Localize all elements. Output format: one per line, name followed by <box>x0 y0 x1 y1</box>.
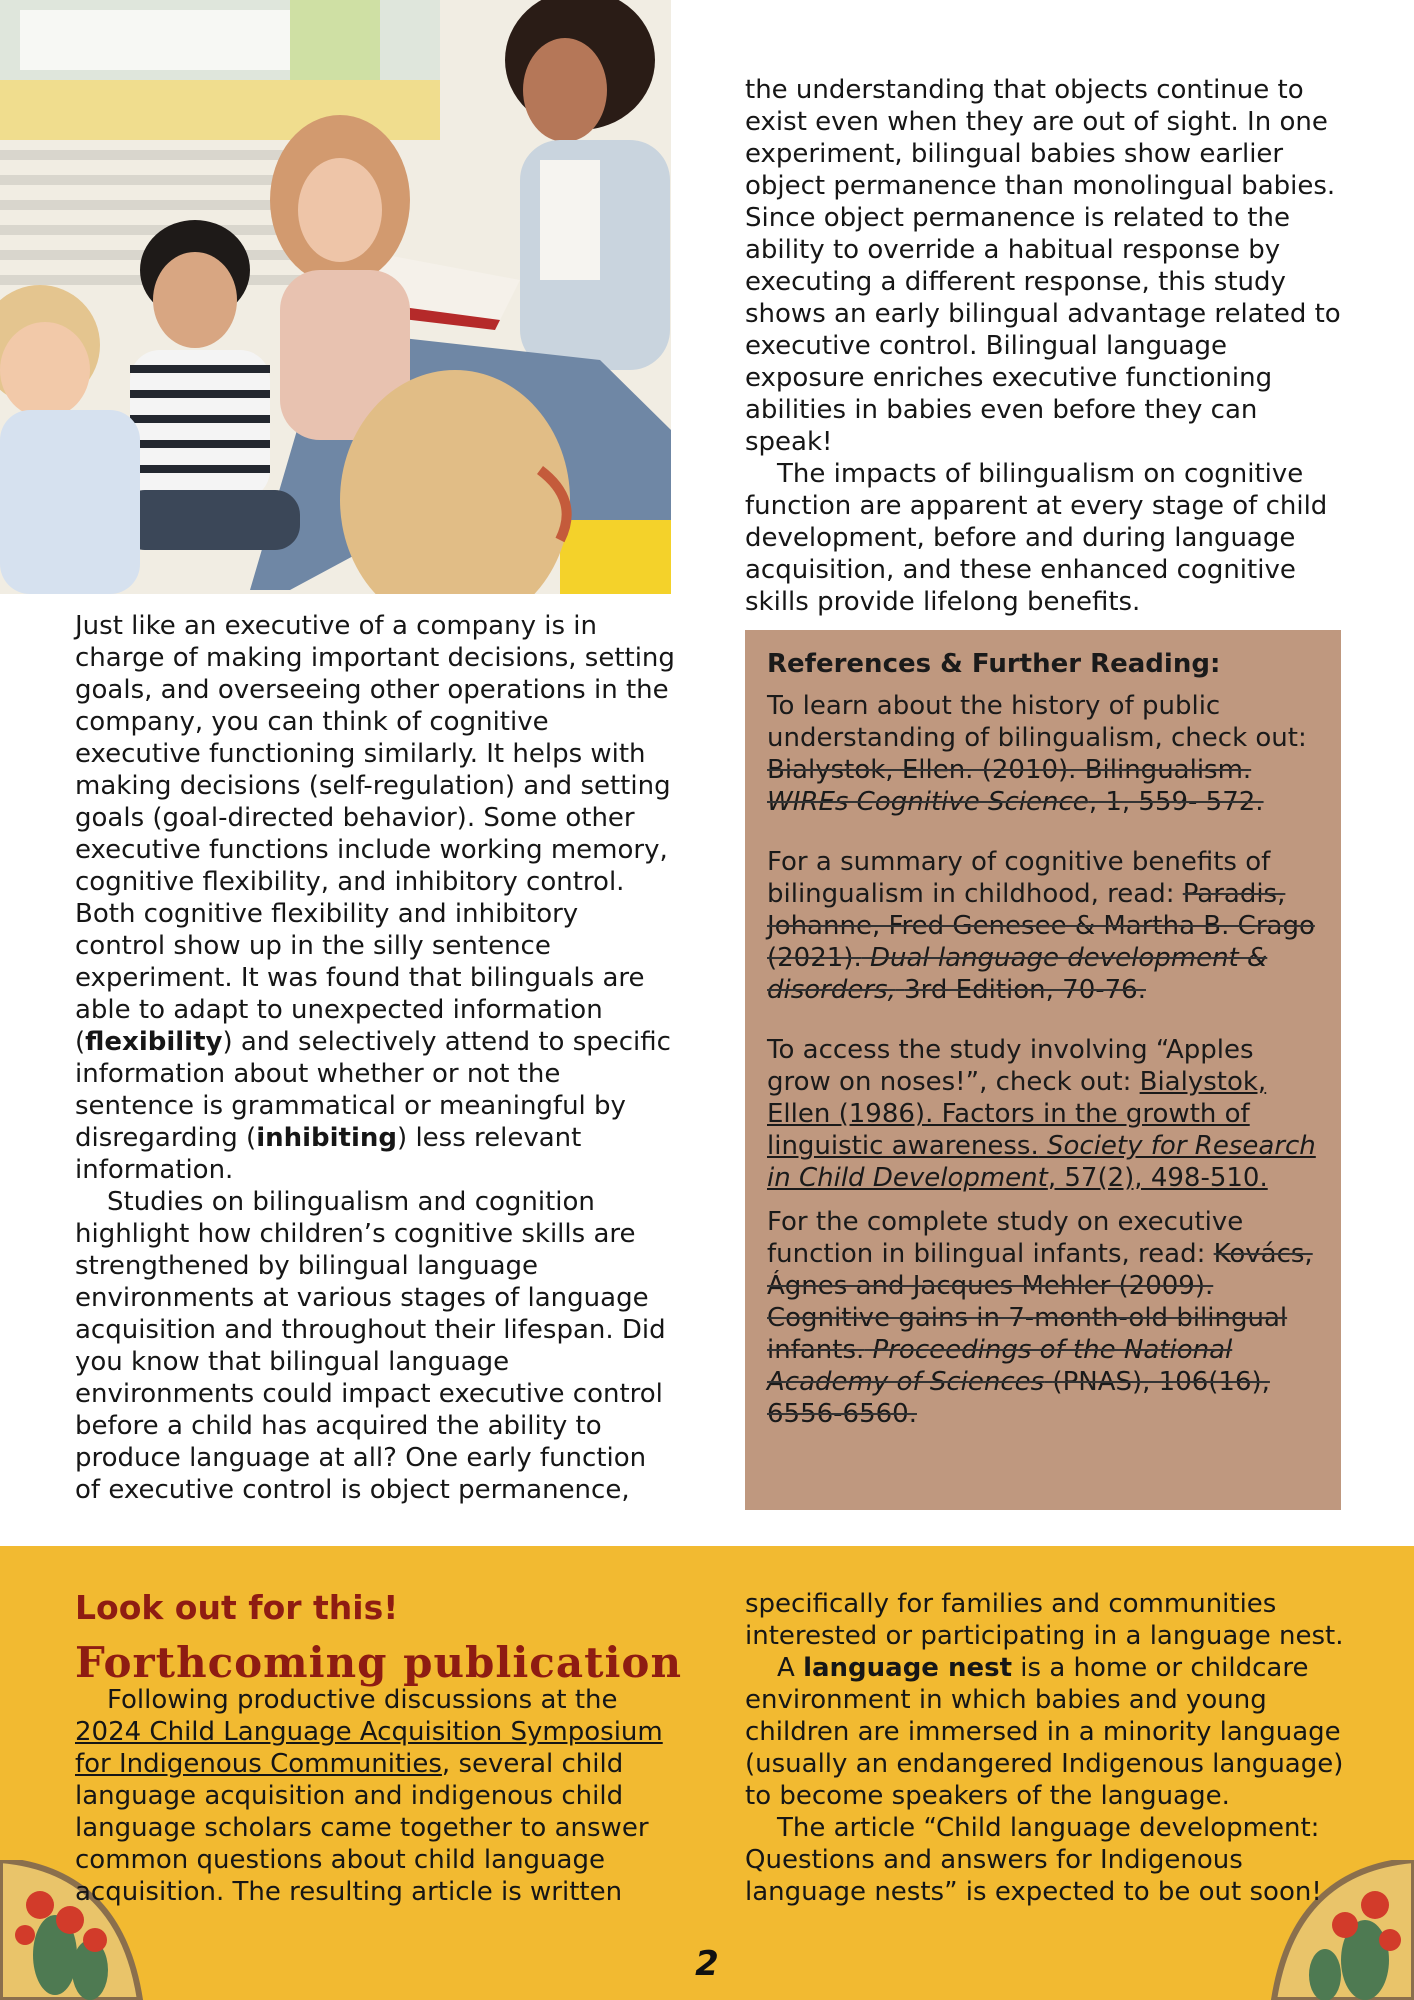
symposium-link[interactable]: 2024 Child Language Acquisition Symposium for Indigenous Communities <box>75 1717 663 1779</box>
references-heading: References & Further Reading: <box>767 649 1221 679</box>
impacts-paragraph: The impacts of bilingualism on cognitive function are apparent at every stage of child development, before and during language acquisition, and these enhanced cognitive skills provide lifelong benefits. <box>745 459 1328 617</box>
language-nest-term: language nest <box>803 1653 1013 1683</box>
reference-3: To access the study involving “Apples grow on noses!”, check out: Bialystok, Ellen (1986). Factors in the growth of linguistic awareness. Society for Research in Child Development, 57(2), 498-510. <box>767 1035 1316 1193</box>
executive-function-paragraph: Just like an executive of a company is in charge of making important decisions, setting goals, and overseeing other operations in the company, you can think of cognitive executive functioning similarly. It helps with making decisions (self-regulation) and setting goals (goal-directed behavior). Some other executive functions include working memory, cognitive flexibility, and inhibitory control. Both cognitive flexibility and inhibitory control show up in the silly sentence experiment. It was found that bilinguals are able to adapt to unexpected information (flexibility) and selectively attend to specific information about whether or not the sentence is grammatical or meaningful by disregarding (inhibiting) less relevant information. <box>75 611 675 1185</box>
lookout-heading: Look out for this! <box>75 1588 399 1627</box>
page-number: 2 <box>695 1944 719 1984</box>
reference-4-citation: Kovács, Ágnes and Jacques Mehler (2009). Cognitive gains in 7-month-old bilingual infants. Proceedings of the National Academy of Sciences (PNAS), 106(16), 6556-6560. <box>767 1239 1313 1429</box>
object-permanence-paragraph: the understanding that objects continue to exist even when they are out of sight. In one experiment, bilingual babies show earlier object permanence than monolingual babies. Since object permanence is related to the ability to override a habitual response by executing a different response, this study shows an early bilingual advantage related to executive control. Bilingual language exposure enriches executive functioning abilities in babies even before they can speak! <box>745 75 1341 457</box>
forthcoming-heading: Forthcoming publication <box>75 1638 682 1687</box>
inhibiting-term: inhibiting <box>256 1123 398 1153</box>
announcement-left-text: Following productive discussions at the 2024 Child Language Acquisition Symposium for Indigenous Communities, several child language acquisition and indigenous child language scholars came together to answer common questions about child language acquisition. The resulting article is written <box>75 1685 663 1907</box>
reference-4: For the complete study on executive function in bilingual infants, read: Kovács, Ágnes and Jacques Mehler (2009). Cognitive gains in 7-month-old bilingual infants. Proceedings of the National Academy of Sciences (PNAS), 106(16), 6556-6560. <box>767 1207 1313 1429</box>
bilingual-cognition-paragraph: Studies on bilingualism and cognition highlight how children’s cognitive skills are strengthened by bilingual language environments at various stages of language acquisition and throughout their lifespan. Did you know that bilingual language environments could impact executive control before a child has acquired the ability to produce language at all? One early function of executive control is object permanence, <box>75 1187 666 1505</box>
announcement-right-text: specifically for families and communities interested or participating in a language nest. A language nest is a home or childcare environment in which babies and young children are immersed in a minority language (usually an endangered Indigenous language) to become speakers of the language. The article “Child language development: Questions and answers for Indigenous language nests” is expected to be out soon! <box>745 1589 1344 1907</box>
flexibility-term: flexibility <box>85 1027 223 1057</box>
left-column-text <box>75 610 675 1506</box>
reference-2-citation: Paradis, Johanne, Fred Genesee & Martha B. Crago (2021). Dual language development & disorders, 3rd Edition, 70-76. <box>767 879 1315 1005</box>
reference-1: To learn about the history of public understanding of bilingualism, check out: Bialystok, Ellen. (2010). Bilingualism. WIREs Cognitive Science, 1, 559- 572. <box>767 691 1307 817</box>
reference-2: For a summary of cognitive benefits of bilingualism in childhood, read: Paradis, Johanne, Fred Genesee & Martha B. Crago (2021). Dual language development & disorders, 3rd Edition, 70-76. <box>767 847 1315 1005</box>
references-box <box>745 630 1341 1510</box>
reference-3-citation: Bialystok, Ellen (1986). Factors in the growth of linguistic awareness. Society for Research in Child Development, 57(2), 498-510. <box>767 1067 1316 1193</box>
right-column-text <box>745 74 1345 618</box>
reference-1-citation: Bialystok, Ellen. (2010). Bilingualism. WIREs Cognitive Science, 1, 559- 572. <box>767 755 1264 817</box>
classroom-photo <box>0 0 671 594</box>
